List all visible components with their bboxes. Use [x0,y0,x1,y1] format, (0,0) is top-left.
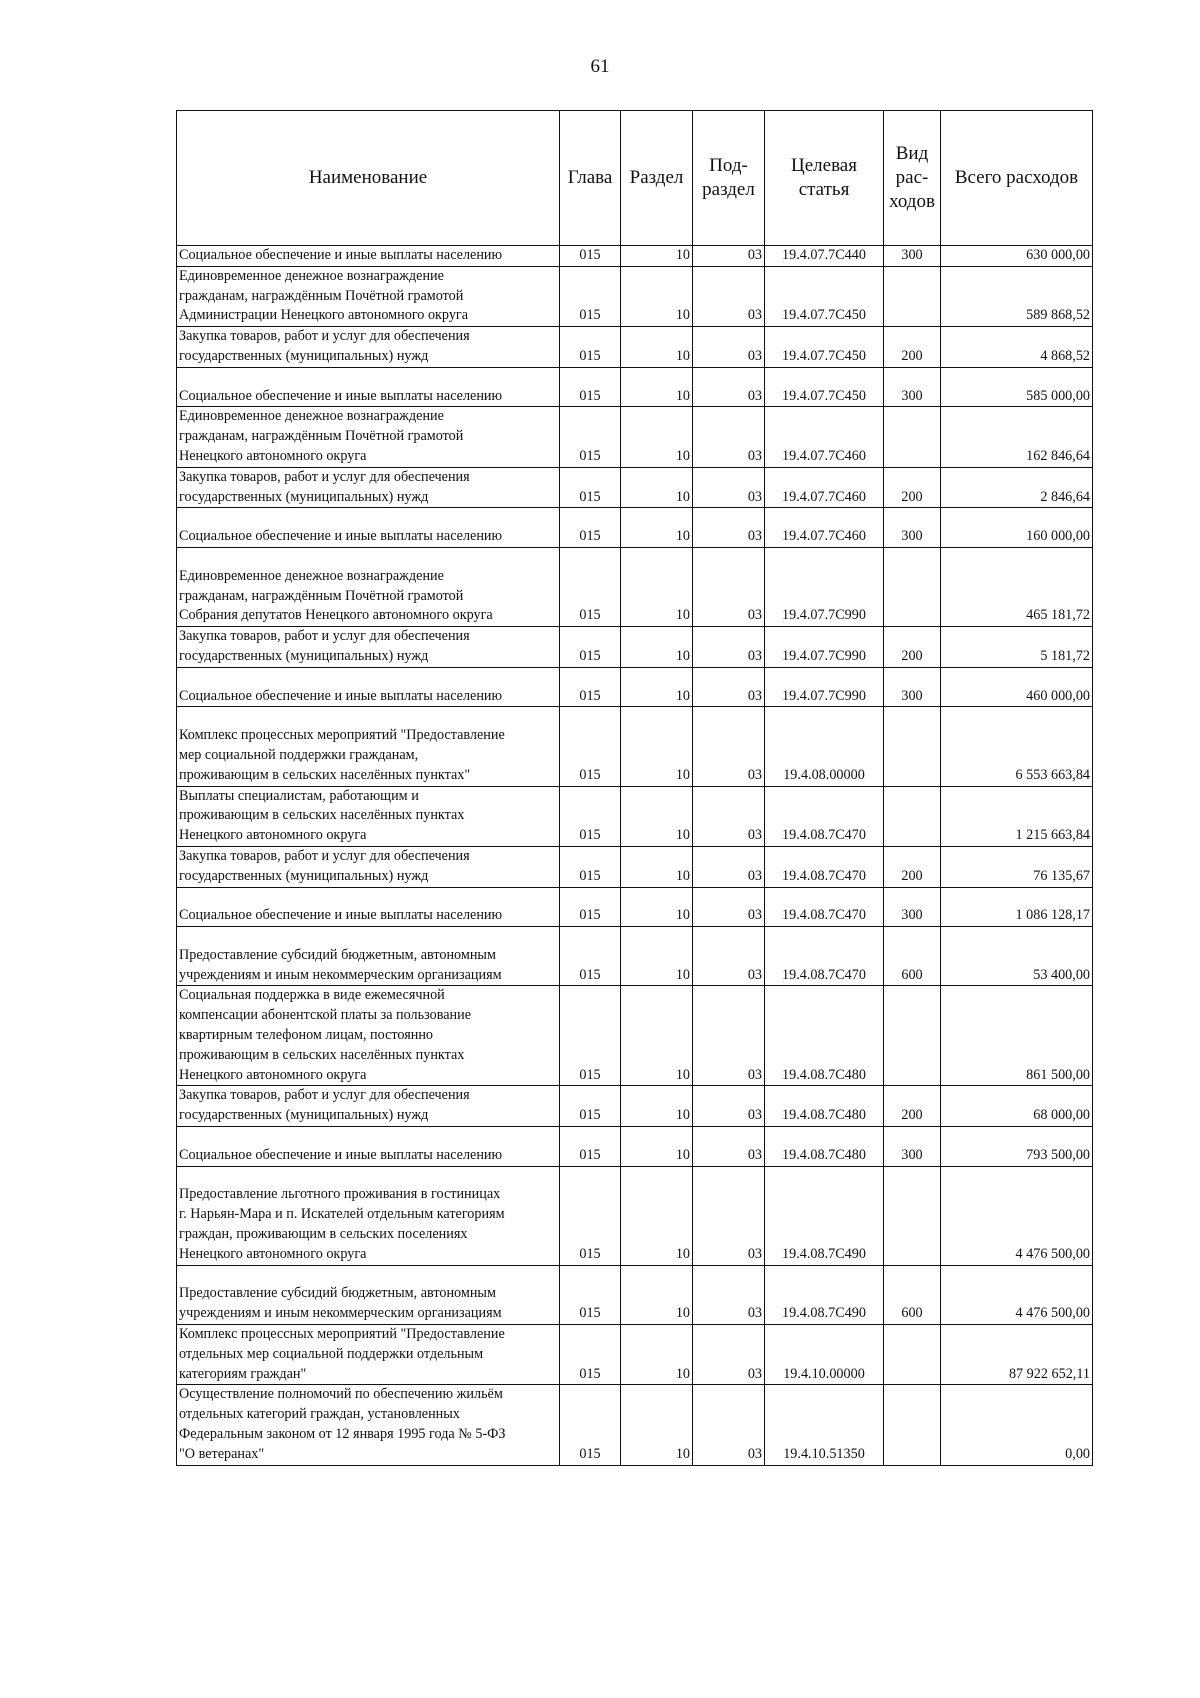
cell-glava: 015 [560,1265,621,1324]
table-row [177,986,1093,1086]
cell-razdel: 10 [621,887,693,927]
cell-vid [884,707,941,786]
table-row [177,1325,1093,1385]
cell-statya: 19.4.08.7С470 [765,927,884,986]
table-row [177,508,1093,548]
cell-glava: 015 [560,367,621,407]
cell-razdel: 10 [621,986,693,1086]
cell-glava: 015 [560,667,621,707]
cell-name: Единовременное денежное вознаграждение гражданам, награждённым Почётной грамотой Ненецкого автономного округа [177,407,560,467]
cell-name: Предоставление льготного проживания в гостиницах г. Нарьян-Мара и п. Искателей отдельным категориям граждан, проживающим в сельских поселениях Ненецкого автономного округа [177,1166,560,1265]
cell-vid: 300 [884,887,941,927]
table-row [177,846,1093,887]
cell-glava: 015 [560,1166,621,1265]
cell-total: 4 868,52 [941,327,1093,368]
cell-total: 76 135,67 [941,846,1093,887]
cell-statya: 19.4.07.7С990 [765,667,884,707]
cell-vid [884,1325,941,1385]
cell-vid [884,407,941,467]
page-number: 61 [590,56,610,77]
cell-razdel: 10 [621,508,693,548]
header-podrazdel: Под- раздел [693,111,765,246]
cell-total: 87 922 652,11 [941,1325,1093,1385]
header-vid: Вид рас- ходов [884,111,941,246]
cell-vid: 600 [884,927,941,986]
cell-total: 2 846,64 [941,467,1093,508]
cell-vid: 200 [884,327,941,368]
table-header-row [177,111,1093,246]
cell-total: 585 000,00 [941,367,1093,407]
table-row [177,367,1093,407]
cell-vid: 300 [884,1127,941,1167]
cell-vid [884,1166,941,1265]
cell-name: Осуществление полномочий по обеспечению жильём отдельных категорий граждан, установленных Федеральным законом от 12 января 1995 года № 5-ФЗ "О ветеранах" [177,1385,560,1465]
table-row [177,327,1093,368]
header-glava: Глава [560,111,621,246]
cell-name: Закупка товаров, работ и услуг для обеспечения государственных (муниципальных) нужд [177,627,560,668]
table-row [177,1166,1093,1265]
cell-razdel: 10 [621,627,693,668]
cell-name: Предоставление субсидий бюджетным, автономным учреждениям и иным некоммерческим организациям [177,927,560,986]
cell-vid [884,266,941,326]
cell-statya: 19.4.07.7С450 [765,327,884,368]
cell-razdel: 10 [621,246,693,267]
cell-total: 861 500,00 [941,986,1093,1086]
cell-name: Закупка товаров, работ и услуг для обеспечения государственных (муниципальных) нужд [177,846,560,887]
cell-name: Выплаты специалистам, работающим и проживающим в сельских населённых пунктах Ненецкого автономного округа [177,786,560,846]
cell-razdel: 10 [621,1086,693,1127]
cell-vid: 200 [884,627,941,668]
cell-podrazdel: 03 [693,246,765,267]
cell-podrazdel: 03 [693,1325,765,1385]
cell-name: Закупка товаров, работ и услуг для обеспечения государственных (муниципальных) нужд [177,467,560,508]
cell-total: 68 000,00 [941,1086,1093,1127]
cell-glava: 015 [560,986,621,1086]
cell-podrazdel: 03 [693,467,765,508]
cell-total: 160 000,00 [941,508,1093,548]
header-total: Всего расходов [941,111,1093,246]
header-name: Наименование [177,111,560,246]
cell-podrazdel: 03 [693,707,765,786]
cell-name: Социальное обеспечение и иные выплаты населению [177,667,560,707]
cell-glava: 015 [560,927,621,986]
cell-razdel: 10 [621,786,693,846]
cell-podrazdel: 03 [693,786,765,846]
cell-total: 1 086 128,17 [941,887,1093,927]
cell-vid [884,786,941,846]
cell-total: 4 476 500,00 [941,1265,1093,1324]
cell-razdel: 10 [621,1325,693,1385]
cell-razdel: 10 [621,367,693,407]
cell-glava: 015 [560,327,621,368]
cell-glava: 015 [560,1385,621,1465]
table-row [177,667,1093,707]
table-row [177,627,1093,668]
table-row [177,1086,1093,1127]
cell-statya: 19.4.07.7С460 [765,407,884,467]
cell-name: Закупка товаров, работ и услуг для обеспечения государственных (муниципальных) нужд [177,327,560,368]
header-statya: Целевая статья [765,111,884,246]
cell-statya: 19.4.08.00000 [765,707,884,786]
cell-podrazdel: 03 [693,367,765,407]
cell-podrazdel: 03 [693,327,765,368]
cell-razdel: 10 [621,1166,693,1265]
cell-podrazdel: 03 [693,986,765,1086]
cell-total: 0,00 [941,1385,1093,1465]
cell-statya: 19.4.08.7С480 [765,986,884,1086]
cell-name: Предоставление субсидий бюджетным, автономным учреждениям и иным некоммерческим организациям [177,1265,560,1324]
cell-statya: 19.4.07.7С440 [765,246,884,267]
cell-glava: 015 [560,786,621,846]
cell-glava: 015 [560,707,621,786]
cell-name: Единовременное денежное вознаграждение гражданам, награждённым Почётной грамотой Администрации Ненецкого автономного округа [177,266,560,326]
cell-statya: 19.4.08.7С480 [765,1127,884,1167]
cell-statya: 19.4.07.7С460 [765,467,884,508]
cell-statya: 19.4.07.7С450 [765,266,884,326]
cell-name: Социальное обеспечение и иные выплаты населению [177,1127,560,1167]
cell-statya: 19.4.10.00000 [765,1325,884,1385]
cell-podrazdel: 03 [693,846,765,887]
table-row [177,707,1093,786]
cell-podrazdel: 03 [693,1166,765,1265]
cell-statya: 19.4.08.7С490 [765,1166,884,1265]
table-row [177,786,1093,846]
cell-razdel: 10 [621,1265,693,1324]
cell-podrazdel: 03 [693,266,765,326]
table-row [177,1127,1093,1167]
cell-glava: 015 [560,627,621,668]
cell-statya: 19.4.08.7С470 [765,786,884,846]
header-razdel: Раздел [621,111,693,246]
cell-razdel: 10 [621,667,693,707]
cell-podrazdel: 03 [693,1265,765,1324]
cell-vid: 200 [884,467,941,508]
cell-statya: 19.4.07.7С450 [765,367,884,407]
table-row [177,1385,1093,1465]
cell-name: Социальное обеспечение и иные выплаты населению [177,367,560,407]
cell-vid: 300 [884,246,941,267]
cell-total: 630 000,00 [941,246,1093,267]
cell-glava: 015 [560,846,621,887]
cell-razdel: 10 [621,927,693,986]
table-body [177,246,1093,1466]
cell-vid: 300 [884,367,941,407]
cell-podrazdel: 03 [693,927,765,986]
cell-razdel: 10 [621,547,693,626]
table-row [177,266,1093,326]
cell-vid [884,1385,941,1465]
cell-razdel: 10 [621,467,693,508]
cell-vid: 200 [884,1086,941,1127]
cell-name: Социальное обеспечение и иные выплаты населению [177,508,560,548]
cell-vid [884,547,941,626]
cell-glava: 015 [560,467,621,508]
cell-name: Единовременное денежное вознаграждение гражданам, награждённым Почётной грамотой Собрания депутатов Ненецкого автономного округа [177,547,560,626]
cell-statya: 19.4.07.7С990 [765,627,884,668]
cell-statya: 19.4.08.7С470 [765,887,884,927]
cell-total: 53 400,00 [941,927,1093,986]
cell-statya: 19.4.08.7С480 [765,1086,884,1127]
cell-podrazdel: 03 [693,1086,765,1127]
cell-razdel: 10 [621,1127,693,1167]
cell-glava: 015 [560,1127,621,1167]
cell-razdel: 10 [621,327,693,368]
table-row [177,246,1093,267]
cell-total: 1 215 663,84 [941,786,1093,846]
cell-statya: 19.4.10.51350 [765,1385,884,1465]
cell-glava: 015 [560,508,621,548]
cell-name: Социальное обеспечение и иные выплаты населению [177,246,560,267]
table-row [177,927,1093,986]
cell-glava: 015 [560,246,621,267]
cell-podrazdel: 03 [693,887,765,927]
cell-total: 5 181,72 [941,627,1093,668]
cell-podrazdel: 03 [693,407,765,467]
budget-table [176,110,1093,1466]
cell-razdel: 10 [621,407,693,467]
cell-name: Закупка товаров, работ и услуг для обеспечения государственных (муниципальных) нужд [177,1086,560,1127]
cell-name: Социальная поддержка в виде ежемесячной компенсации абонентской платы за пользование квартирным телефоном лицам, постоянно проживающим в сельских населённых пунктах Ненецкого автономного округа [177,986,560,1086]
cell-total: 4 476 500,00 [941,1166,1093,1265]
cell-razdel: 10 [621,707,693,786]
cell-glava: 015 [560,407,621,467]
cell-name: Комплекс процессных мероприятий "Предоставление отдельных мер социальной поддержки отдельным категориям граждан" [177,1325,560,1385]
cell-statya: 19.4.07.7С460 [765,508,884,548]
cell-vid: 200 [884,846,941,887]
cell-total: 589 868,52 [941,266,1093,326]
cell-vid: 600 [884,1265,941,1324]
cell-podrazdel: 03 [693,1385,765,1465]
cell-total: 793 500,00 [941,1127,1093,1167]
cell-glava: 015 [560,547,621,626]
cell-podrazdel: 03 [693,547,765,626]
cell-statya: 19.4.08.7С490 [765,1265,884,1324]
table-row [177,467,1093,508]
table-row [177,407,1093,467]
cell-podrazdel: 03 [693,508,765,548]
cell-total: 6 553 663,84 [941,707,1093,786]
cell-statya: 19.4.08.7С470 [765,846,884,887]
cell-podrazdel: 03 [693,667,765,707]
cell-razdel: 10 [621,846,693,887]
table-row [177,887,1093,927]
cell-glava: 015 [560,887,621,927]
cell-vid: 300 [884,667,941,707]
cell-name: Социальное обеспечение и иные выплаты населению [177,887,560,927]
cell-podrazdel: 03 [693,1127,765,1167]
cell-glava: 015 [560,1325,621,1385]
cell-glava: 015 [560,266,621,326]
cell-total: 162 846,64 [941,407,1093,467]
cell-total: 460 000,00 [941,667,1093,707]
cell-total: 465 181,72 [941,547,1093,626]
table-row [177,1265,1093,1324]
cell-vid: 300 [884,508,941,548]
cell-statya: 19.4.07.7С990 [765,547,884,626]
cell-podrazdel: 03 [693,627,765,668]
cell-razdel: 10 [621,1385,693,1465]
cell-name: Комплекс процессных мероприятий "Предоставление мер социальной поддержки гражданам, проживающим в сельских населённых пунктах" [177,707,560,786]
cell-vid [884,986,941,1086]
table-row [177,547,1093,626]
cell-razdel: 10 [621,266,693,326]
cell-glava: 015 [560,1086,621,1127]
